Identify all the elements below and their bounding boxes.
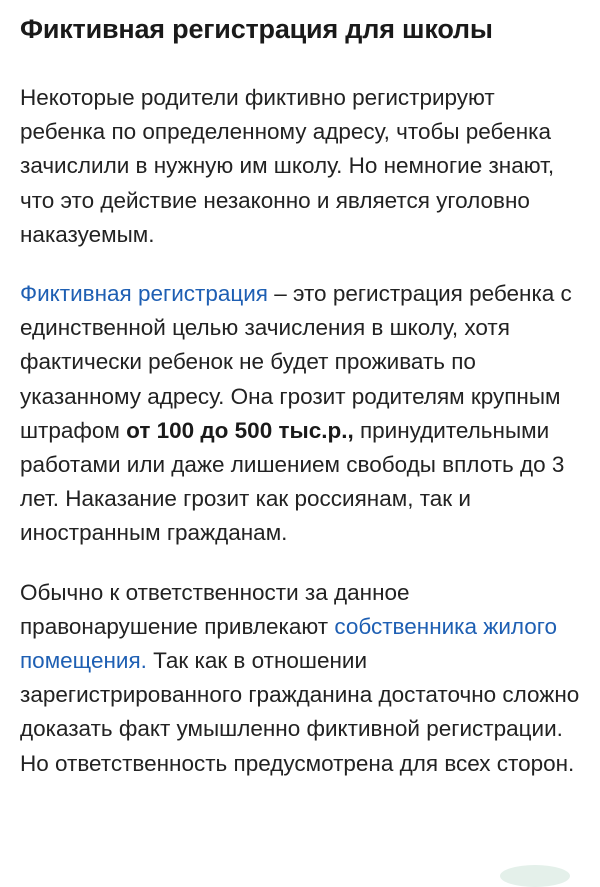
- paragraph-responsibility-text-b: Так как в отношении зарегистрированного гражданина достаточно сложно доказать факт умышленно фиктивной регистрации. Но ответственность предусмотрена для всех сторон.: [20, 648, 580, 776]
- article-title: Фиктивная регистрация для школы: [20, 14, 493, 44]
- property-owner-link[interactable]: собственника жилого помещения.: [20, 613, 558, 674]
- paragraph-definition-text-a: – это регистрация ребенка с единственной целью зачисления в школу, хотя фактически ребенок не будет проживать по указанному адресу. Она грозит родителям крупным штрафом: [20, 281, 572, 443]
- fictitious-registration-link[interactable]: Фиктивная регистрация: [20, 281, 268, 307]
- paragraph-intro-text: Некоторые родители фиктивно регистрируют ребенка по определенному адресу, чтобы ребенка зачислили в нужную им школу. Но немногие знают, что это действие незаконно и является уголовно наказуемым.: [20, 85, 555, 247]
- paragraph-responsibility: [20, 576, 585, 781]
- fine-amount: от 100 до 500 тыс.р.,: [126, 417, 354, 443]
- article: [20, 0, 585, 781]
- paragraph-definition-text-b: принудительными работами или даже лишением свободы вплоть до 3 лет. Наказание грозит как россиянам, так и иностранным гражданам.: [20, 417, 565, 546]
- corner-decoration: [500, 865, 570, 887]
- paragraph-definition: [20, 277, 585, 551]
- paragraph-responsibility-text-a: Обычно к ответственности за данное правонарушение привлекают: [20, 579, 410, 639]
- paragraph-intro: [20, 81, 585, 252]
